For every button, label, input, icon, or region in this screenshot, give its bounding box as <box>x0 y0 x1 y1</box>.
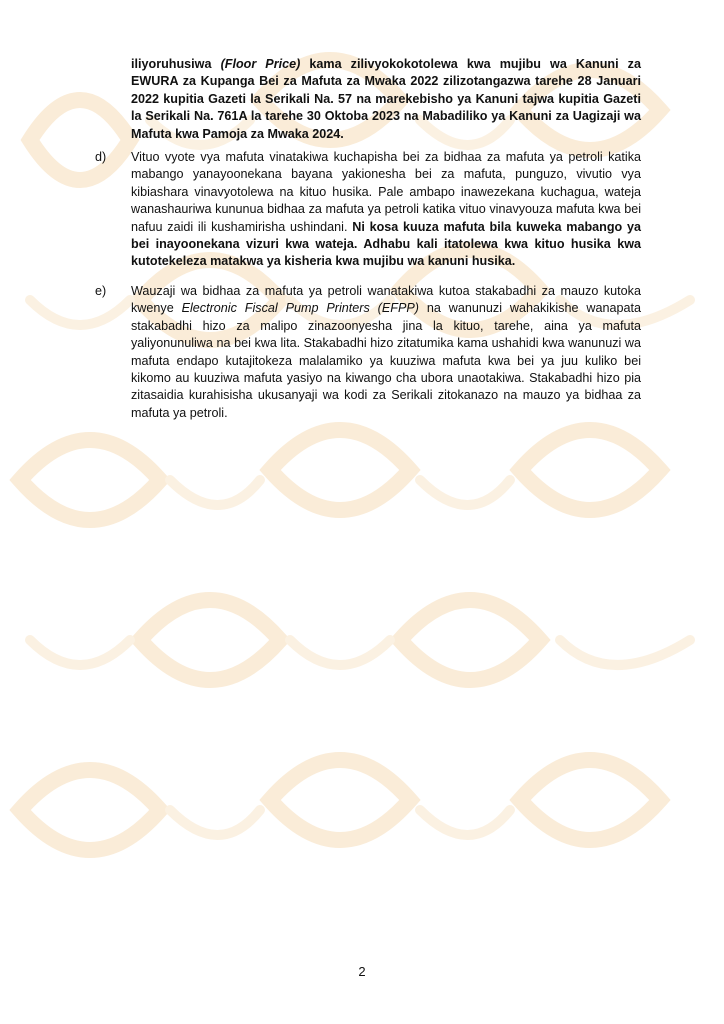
item-e-marker: e) <box>95 284 107 298</box>
item-e-text-3: na wanunuzi wahakikishe wanapata stakabadhi hizo za malipo zinazoonyesha jina la kituo, tarehe, aina ya mafuta yaliyonunuliwa na bei kwa lita. Stakabadhi hizo zitatumika kama ushahidi kwa wanunuzi wa mafuta endapo kutajitokeza malalamiko ya kuuziwa mafuta kwa bei ya juu kuliko bei kikomo au kuuziwa mafuta yasiyo na kiwango cha ubora unaotakiwa. Stakabadhi hizo pia zitasaidia kurahisisha ukusanyaji wa kodi za Serikali zitokanazo na mauzo ya bidhaa za mafuta ya petroli. <box>131 301 642 420</box>
item-d-penalty-text: Ni kosa kuuza mafuta bila kuweka mabango ya bei inayoonekana vizuri kwa wateja. Adhabu kali itatolewa kwa kituo husika kwa kutotekeleza matakwa ya kisheria kwa mujibu wa kanuni husika. <box>131 219 641 269</box>
intro-text-3: kama zilivyokokotolewa kwa mujibu wa Kanuni za EWURA za Kupanga Bei za Mafuta za Mwaka 2022 zilizotangazwa tarehe 28 Januari 2022 kupitia Gazeti la Serikali Na. 57 na marekebisho ya Kanuni tajwa kupitia Gazeti la Serikali Na. 761A la tarehe 30 Oktoba 2023 na Mabadiliko ya Kanuni za Uagizaji wa Mafuta kwa Pamoja za Mwaka 2024. <box>131 57 641 141</box>
page-number: 2 <box>358 964 366 979</box>
item-d-marker: d) <box>95 150 107 164</box>
item-e-efpp-term: Electronic Fiscal Pump Printers (EFPP) <box>181 301 419 316</box>
item-e-paragraph <box>131 283 641 422</box>
intro-paragraph <box>131 56 641 143</box>
item-d-text-1: Vituo vyote vya mafuta vinatakiwa kuchapisha bei za bidhaa za mafuta ya petroli katika mabango yanayoonekana bayana yakionesha bei za mafuta, punguzo, vivutio vya kibiashara vinavyotolewa na kituo husika. Pale ambapo inawezekana kuchagua, wateja wanashauriwa kununua bidhaa za mafuta ya petroli katika vituo vinavyouza mafuta kwa bei nafuu zaidi ili kushamirisha ushindani. <box>131 150 641 234</box>
item-e-text-1: Wauzaji wa bidhaa za mafuta ya petroli wanatakiwa kutoa stakabadhi za mauzo kutoka kwenye <box>131 284 641 316</box>
item-d-paragraph <box>131 149 641 271</box>
intro-text-1: iliyoruhusiwa <box>131 57 221 71</box>
intro-floor-price-term: (Floor Price) <box>220 57 301 71</box>
